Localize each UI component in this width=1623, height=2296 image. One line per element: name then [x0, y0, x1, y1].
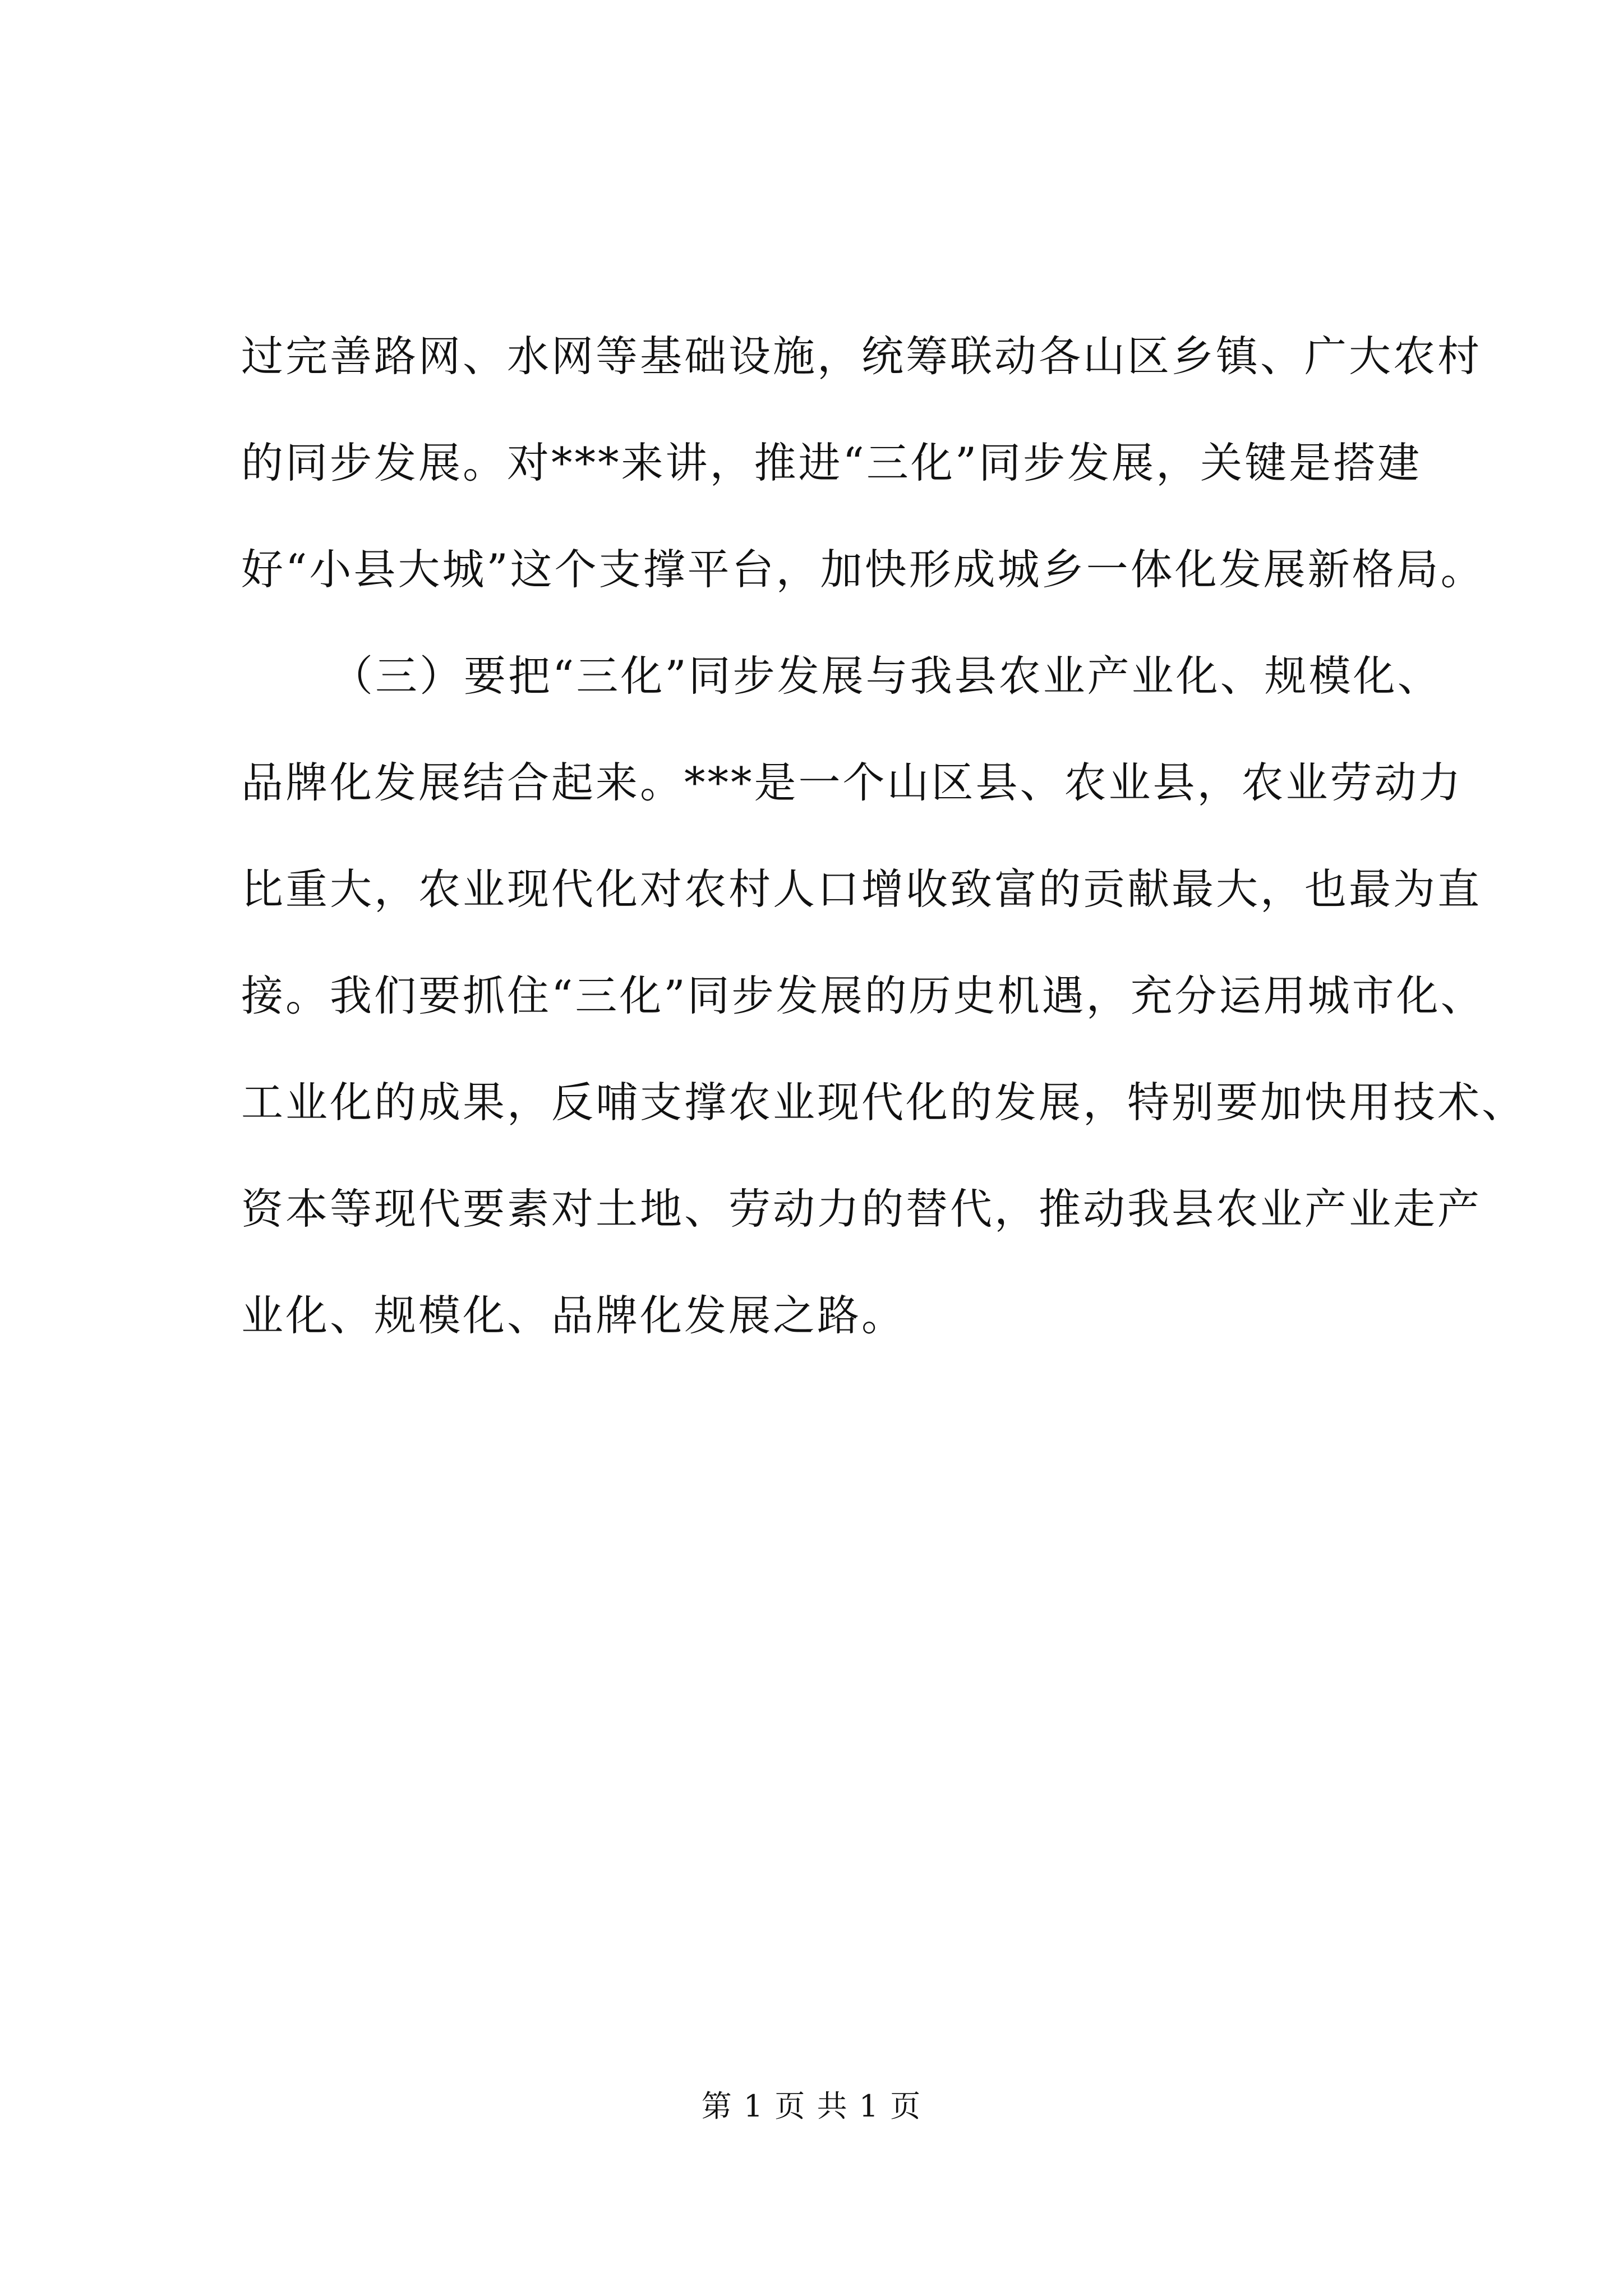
- paragraph-line: 比重大，农业现代化对农村人口增收致富的贡献最大，也最为直: [241, 864, 1482, 914]
- document-body: [241, 303, 1527, 1369]
- paragraph-line: 的同步发展。对***来讲，推进“三化”同步发展，关键是搭建: [241, 438, 1422, 487]
- paragraph-line: 业化、规模化、品牌化发展之路。: [241, 1291, 906, 1340]
- page-number-footer: 第 1 页 共 1 页: [701, 2088, 922, 2124]
- paragraph-line: 好“小县大城”这个支撑平台，加快形成城乡一体化发展新格局。: [241, 545, 1485, 594]
- paragraph-line: 品牌化发展结合起来。***是一个山区县、农业县，农业劳动力: [241, 758, 1463, 807]
- paragraph-heading-line: （三）要把“三化”同步发展与我县农业产业化、规模化、: [331, 651, 1442, 701]
- paragraph-line: 过完善路网、水网等基础设施，统筹联动各山区乡镇、广大农村: [241, 332, 1482, 381]
- paragraph-line: 资本等现代要素对土地、劳动力的替代，推动我县农业产业走产: [241, 1184, 1482, 1234]
- paragraph-line: 接。我们要抓住“三化”同步发展的历史机遇，充分运用城市化、: [241, 971, 1485, 1020]
- paragraph-line: 工业化的成果，反哺支撑农业现代化的发展，特别要加快用技术、: [241, 1078, 1527, 1127]
